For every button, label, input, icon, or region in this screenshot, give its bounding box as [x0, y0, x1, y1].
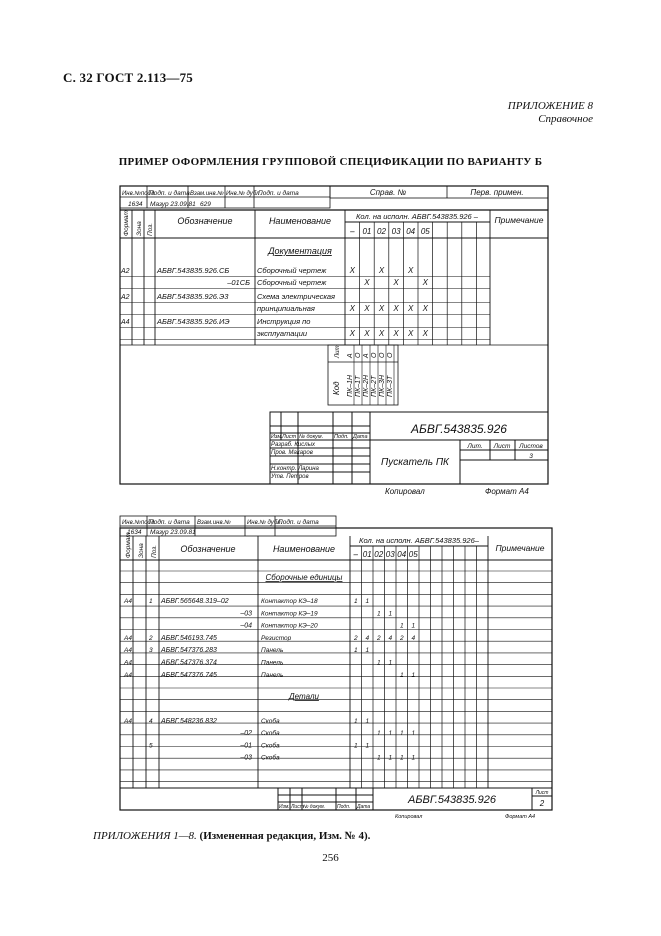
row-mark: X [364, 304, 370, 313]
row-mark: 1 [376, 610, 381, 618]
s1-col-zona: Зона [136, 221, 143, 236]
s2-col-prim: Примечание [495, 543, 545, 553]
row-format: А4 [121, 319, 130, 326]
row-position: 1 [149, 598, 153, 605]
row-mark: X [422, 329, 428, 338]
row-designation: АБВГ.565648.319–02 [161, 598, 229, 605]
row-name: Панель [261, 659, 284, 667]
row-mark: 1 [353, 598, 358, 605]
row-mark: 1 [388, 659, 393, 667]
row-name: Скоба [261, 754, 280, 762]
row-name: Контактор КЭ–18 [261, 598, 318, 605]
row-mark: 1 [399, 754, 404, 762]
row-mark: 1 [365, 718, 370, 725]
s2-list-label: Лист [535, 790, 549, 796]
s2-tb-inv-dubl: Инв.№ дубл. [247, 520, 283, 526]
s1-product-name: Пускатель ПК [381, 457, 449, 468]
execution-code: ПК–2Н [363, 374, 370, 397]
row-mark: 1 [411, 622, 416, 630]
row-format: А4 [124, 659, 132, 667]
execution-code: ПК–1Т [355, 375, 362, 397]
row-mark: X [393, 304, 399, 313]
row-format: А4 [124, 598, 132, 605]
row-position: 2 [149, 634, 153, 642]
s2-stamp-data: Дата [357, 804, 371, 810]
row-position: 4 [149, 718, 153, 725]
sheet2-frame [120, 528, 552, 810]
caption-italic: ПРИЛОЖЕНИЯ 1—8. [93, 830, 197, 842]
s2-section-parts: Детали [289, 692, 319, 701]
row-mark: 1 [365, 598, 370, 605]
tb-value-3: 629 [200, 201, 211, 208]
sheet2-rows [123, 598, 415, 762]
row-mark: X [408, 304, 414, 313]
row-mark: X [408, 266, 414, 275]
sheet2-exec-labels [353, 550, 419, 559]
row-designation: АБВГ.547376.374 [161, 659, 217, 667]
row-position: 5 [149, 742, 153, 750]
row-mark: X [422, 304, 428, 313]
row-mark: 1 [399, 730, 404, 738]
s2-list-number: 2 [539, 799, 545, 808]
page-header: С. 32 ГОСТ 2.113—75 [63, 70, 193, 85]
s1-designation: АБВГ.543835.926 [411, 422, 507, 436]
row-mark: 1 [353, 647, 358, 655]
main-title: ПРИМЕР ОФОРМЛЕНИЯ ГРУППОВОЙ СПЕЦИФИКАЦИИ ПО ВАРИАНТУ Б [118, 156, 543, 168]
exec-label: 03 [385, 550, 395, 559]
s1-stamp-listov: Листов [519, 443, 543, 450]
row-mark: X [378, 329, 385, 338]
s1-kopiroval: Копировал [385, 487, 425, 496]
row-mark: 1 [399, 622, 404, 630]
row-designation: –01 [240, 742, 252, 750]
row-mark: 2 [376, 634, 381, 642]
row-format: А4 [124, 634, 132, 642]
exec-label: 02 [374, 550, 384, 559]
row-format: А4 [124, 671, 132, 679]
exec-label: 05 [408, 550, 418, 559]
s1-col-poz: Поз. [147, 222, 154, 236]
execution-code: ПК–3Т [387, 375, 394, 397]
exec-label: – [350, 227, 355, 236]
s1-stamp-data: Дата [353, 434, 368, 440]
row-designation: АБВГ.547376.745 [161, 671, 217, 679]
s1-format: Формат А4 [485, 487, 529, 496]
row-mark: 1 [411, 754, 416, 762]
s1-stamp-ndok: № докум. [299, 434, 324, 440]
caption-bold: (Измененная редакция, Изм. № 4). [199, 830, 371, 842]
row-name: Резистор [261, 634, 292, 642]
s2-stamp-list: Лист [291, 804, 304, 810]
s1-stamp-lit: Лит. [467, 443, 483, 450]
row-format: А2 [121, 268, 130, 275]
row-designation: АБВГ.543835.926.ИЭ [157, 317, 230, 326]
row-mark: X [364, 329, 370, 338]
row-mark: 2 [399, 634, 404, 642]
execution-code: ПК–2Т [371, 375, 378, 397]
row-name: принципиальная [257, 304, 315, 313]
s2-tb-inv-podl: Инв.№подл. [122, 520, 156, 526]
row-mark: X [393, 278, 399, 287]
row-mark: X [364, 278, 370, 287]
row-format: А4 [124, 647, 132, 655]
row-mark: 1 [376, 754, 381, 762]
s2-col-oboz: Обозначение [180, 544, 236, 554]
execution-lit: О [355, 352, 362, 358]
s2-kopiroval: Копировал [395, 814, 423, 820]
exec-label: 01 [362, 550, 372, 559]
s2-stamp-podp: Подп. [337, 804, 351, 810]
s1-stamp-razrab: Разраб. Кислых [271, 442, 316, 448]
row-name: Сборочный чертеж [257, 266, 327, 275]
row-mark: 1 [411, 730, 416, 738]
row-name: Панель [261, 647, 284, 655]
row-designation: АБВГ.543835.926.Э3 [157, 292, 229, 301]
row-designation: АБВГ.548236.832 [161, 718, 217, 725]
tb-value-2: Мазур 23.09.81 [150, 201, 196, 208]
s2-tb-value-1: 1634 [127, 529, 142, 536]
sheet2-exec-columns [362, 546, 477, 788]
row-position: 3 [149, 647, 153, 655]
row-designation: –02 [240, 730, 252, 738]
row-name: Скоба [261, 730, 280, 738]
execution-lit: А [347, 353, 354, 358]
appendix-kind: Справочное [538, 113, 593, 125]
row-mark: 1 [365, 647, 370, 655]
s2-tb-podp-data: Подп. и дата [149, 519, 190, 526]
row-designation: –03 [240, 754, 252, 762]
row-mark: X [378, 304, 385, 313]
s2-tb-podp-data2: Подп. и дата [278, 519, 319, 526]
s1-col-prim: Примечание [494, 215, 544, 225]
s1-stamp-prov: Пров. Макаров [271, 450, 313, 456]
row-mark: X [349, 304, 355, 313]
row-mark: 4 [388, 634, 393, 642]
s2-col-zona: Зона [138, 543, 145, 558]
row-mark: 4 [411, 634, 416, 642]
exec-label: 03 [391, 227, 401, 236]
row-name: эксплуатации [257, 329, 308, 338]
row-mark: 4 [365, 634, 370, 642]
row-designation: АБВГ.547376.283 [161, 647, 217, 655]
s1-col-format: Формат [123, 210, 130, 236]
s1-stamp-nkontr: Н.контр. Ларина [271, 466, 319, 472]
perv-primen-label: Перв. примен. [470, 188, 524, 197]
row-mark: 1 [388, 610, 393, 618]
row-mark: X [422, 278, 428, 287]
execution-lit: О [387, 352, 394, 358]
row-mark: 2 [353, 634, 358, 642]
row-mark: X [349, 266, 355, 275]
s1-section-documentation: Документация [268, 246, 332, 256]
s2-col-naim: Наименование [272, 544, 336, 554]
appendix-number: ПРИЛОЖЕНИЕ 8 [507, 100, 593, 112]
s2-col-format: Формат [125, 532, 132, 558]
s1-col-oboz: Обозначение [177, 216, 233, 226]
s2-tb-vzam: Взам.инв.№ [197, 520, 231, 526]
row-mark: 1 [411, 671, 416, 679]
tb-vzam: Взам.инв.№ [190, 191, 224, 197]
s2-section-assembly: Сборочные единицы [265, 573, 343, 582]
row-name: Инструкция по [257, 317, 311, 326]
row-name: Скоба [261, 718, 280, 725]
row-designation: АБВГ.546193.745 [161, 634, 217, 642]
sprav-label: Справ. № [369, 188, 407, 197]
row-mark: 1 [388, 754, 393, 762]
row-mark: X [349, 329, 355, 338]
row-mark: 1 [399, 671, 404, 679]
row-designation: –04 [240, 622, 252, 630]
exec-label: – [353, 550, 358, 559]
tb-podp-data2: Подп. и дата [258, 190, 299, 197]
s2-designation: АБВГ.543835.926 [408, 794, 496, 806]
s1-stamp-podp: Подп. [334, 434, 349, 440]
execution-lit: О [379, 352, 386, 358]
execution-lit: А [363, 353, 370, 358]
execution-lit: О [371, 352, 378, 358]
exec-label: 02 [377, 227, 386, 236]
s2-col-poz: Поз. [151, 544, 158, 558]
exec-label: 01 [362, 227, 372, 236]
row-mark: X [378, 266, 385, 275]
s1-stamp-list-label: Лист [493, 443, 511, 450]
execution-code: ПК–3Н [379, 374, 386, 397]
row-name: Сборочный чертеж [257, 278, 327, 287]
row-mark: X [408, 329, 414, 338]
row-name: Схема электрическая [257, 292, 336, 301]
tb-inv-podl: Инв.№подл. [122, 191, 156, 197]
s2-stamp-izm: Изм. [279, 804, 290, 810]
s1-stamp-utv: Утв. Петров [271, 474, 309, 480]
s1-kod-label: Код [332, 381, 341, 395]
s1-lit-label: Лит. [335, 343, 341, 358]
row-designation: АБВГ.543835.926.СБ [157, 266, 230, 275]
s2-tb-value-2: Мазур 23.09.81 [150, 529, 196, 536]
row-format: А2 [121, 294, 130, 301]
row-designation: –03 [240, 610, 252, 618]
exec-label: 04 [397, 550, 407, 559]
s2-stamp-ndok: № докум. [303, 804, 326, 810]
row-name: Контактор КЭ–19 [261, 610, 318, 618]
row-mark: 1 [353, 742, 358, 750]
s2-format: Формат А4 [505, 814, 536, 820]
tb-podp-data: Подп. и дата [149, 190, 190, 197]
row-name: Панель [261, 671, 284, 679]
s1-col-kol: Кол. на исполн. АБВГ.543835.926 – [356, 212, 478, 221]
s1-stamp-list: Лист [282, 434, 297, 440]
row-designation: –01СБ [227, 278, 250, 287]
execution-code: ПК–1Н [347, 374, 354, 397]
row-mark: 1 [376, 730, 381, 738]
row-name: Контактор КЭ–20 [261, 622, 318, 630]
row-mark: 1 [388, 730, 393, 738]
row-mark: X [393, 329, 399, 338]
s2-col-kol: Кол. на исполн. АБВГ.543835.926– [359, 536, 479, 545]
row-mark: 1 [376, 659, 381, 667]
s1-col-naim: Наименование [268, 216, 332, 226]
row-format: А4 [124, 718, 132, 725]
exec-label: 05 [420, 227, 430, 236]
exec-label: 04 [406, 227, 416, 236]
tb-value-1: 1634 [128, 201, 143, 208]
row-mark: 1 [365, 742, 370, 750]
s1-stamp-izm: Изм. [271, 434, 283, 440]
row-name: Скоба [261, 742, 280, 750]
row-mark: 1 [353, 718, 358, 725]
s1-stamp-listov-value: 3 [529, 453, 533, 460]
tb-inv-dubl: Инв.№ дубл. [226, 191, 262, 197]
caption [93, 830, 370, 842]
page-number: 256 [322, 852, 339, 864]
